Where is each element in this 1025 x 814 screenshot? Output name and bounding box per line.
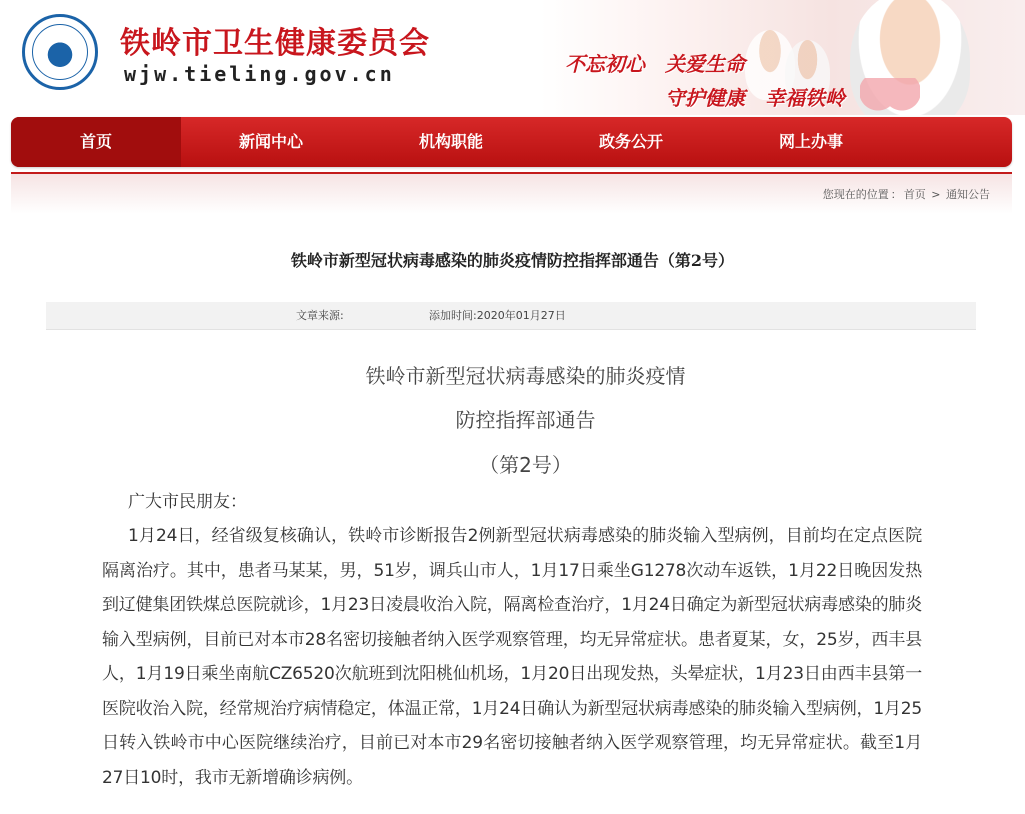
- slogan-text: 幸福铁岭: [765, 86, 845, 110]
- heart-graphic: [860, 78, 920, 112]
- article-meta-bar: [46, 302, 976, 330]
- article-date: 添加时间:2020年01月27日: [429, 309, 566, 322]
- breadcrumb-arrow: >: [931, 188, 941, 201]
- nav-item-public-affairs[interactable]: 政务公开: [598, 132, 663, 151]
- slogan-text: 守护健康: [665, 86, 745, 110]
- slogan-text: 不忘初心: [565, 52, 645, 76]
- breadcrumb-home-link[interactable]: 首页: [903, 188, 926, 201]
- article-greeting: 广大市民朋友：: [128, 492, 247, 512]
- site-title[interactable]: 铁岭市卫生健康委员会: [120, 26, 430, 61]
- emblem-logo-icon[interactable]: [22, 14, 98, 90]
- nav-item-online-services[interactable]: 网上办事: [778, 132, 843, 151]
- breadcrumb-separator: ：: [890, 188, 902, 201]
- site-header: [0, 0, 1025, 115]
- article-body: 1月24日，经省级复核确认，铁岭市诊断报告2例新型冠状病毒感染的肺炎输入型病例，目前均在定点医院隔离治疗。其中，患者马某某，男，51岁，调兵山市人，1月17日乘坐G1278次动车返铁，1月22日晚因发热到辽健集团铁煤总医院就诊，1月23日凌晨收治入院，隔离检查治疗，1月24日确定为新型冠状病毒感染的肺炎输入型病例，目前已对本市28名密切接触者纳入医学观察管理，均无异常症状。患者夏某，女，25岁，西丰县人，1月19日乘坐南航CZ6520次航班到沈阳桃仙机场，1月20日出现发热，头晕症状，1月23日由西丰县第一医院收治入院，经常规治疗病情稳定，体温正常，1月24日确认为新型冠状病毒感染的肺炎输入型病例，1月25日转入铁岭市中心医院继续治疗，目前已对本市29名密切接触者纳入医学观察管理，均无异常症状。截至1月27日10时，我市无新增确诊病例。: [102, 526, 922, 788]
- header-banner: [540, 0, 1025, 115]
- content-heading-line2: 防控指挥部通告: [455, 408, 596, 432]
- content-heading-line3: （第2号）: [479, 453, 572, 477]
- logo-inner-emblem: [32, 24, 88, 80]
- content-heading-line1: 铁岭市新型冠状病毒感染的肺炎疫情: [365, 364, 686, 388]
- nav-item-functions[interactable]: 机构职能: [418, 132, 483, 151]
- slogan-text: 关爱生命: [665, 52, 745, 76]
- breadcrumb: [822, 186, 991, 202]
- main-nav: [11, 117, 1012, 167]
- nav-item-news[interactable]: 新闻中心: [238, 132, 303, 151]
- nav-item-home[interactable]: 首页: [11, 117, 181, 167]
- article-source: 文章来源:: [296, 309, 344, 322]
- breadcrumb-current-link[interactable]: 通知公告: [946, 188, 990, 201]
- article-title: 铁岭市新型冠状病毒感染的肺炎疫情防控指挥部通告（第2号）: [290, 251, 735, 270]
- breadcrumb-prefix: 您现在的位置: [822, 188, 889, 201]
- breadcrumb-bar: [11, 172, 1012, 214]
- site-url: wjw.tieling.gov.cn: [124, 62, 395, 86]
